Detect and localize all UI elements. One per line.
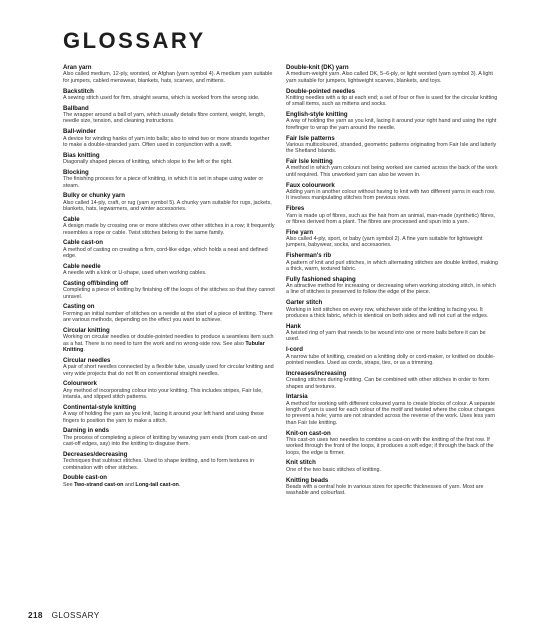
glossary-entry: [63, 64, 275, 84]
glossary-term: Cable cast-on: [63, 239, 103, 247]
glossary-definition: [63, 334, 275, 353]
glossary-definition: [286, 467, 498, 473]
glossary-term: Knit stitch: [286, 459, 316, 467]
glossary-definition: [63, 223, 275, 236]
glossary-term: Fisherman's rib: [286, 252, 332, 260]
definition-text: A medium-weight yarn. Also called DK, 5–6-ply, or light worsted (yarn symbol 3). A light yarn suitable for jumpers, lightweight scarves, blankets, and toys.: [286, 71, 493, 84]
glossary-term: Increases/increasing: [286, 369, 347, 377]
definition-text: A way of holding the yarn as you knit, lacing it around your right hand and using the right forefinger to wrap the yarn around the needle.: [286, 118, 497, 131]
glossary-definition: [286, 118, 498, 131]
glossary-definition: [63, 411, 275, 424]
definition-text: Techniques that subtract stitches. Used to shape knitting, and to form textures in combination with other stitches.: [63, 458, 255, 471]
definition-text: .: [83, 347, 85, 354]
glossary-definition: [286, 330, 498, 343]
definition-text: Completing a piece of knitting by finishing off the loops of the stitches so that they cannot unravel.: [63, 287, 275, 300]
glossary-term: Knitting beads: [286, 476, 329, 484]
glossary-term: Casting on: [63, 303, 95, 311]
glossary-term: Ballband: [63, 104, 89, 112]
definition-text: One of the two basic stitches of knitting.: [286, 466, 381, 473]
glossary-definition: [286, 307, 498, 320]
glossary-entry: [63, 216, 275, 236]
glossary-definition: [286, 236, 498, 249]
glossary-entry: [63, 88, 275, 102]
glossary-term: Cable: [63, 215, 80, 223]
glossary-definition: [286, 260, 498, 273]
definition-text: A pair of short needles connected by a flexible tube, usually used for circular knitting and very wide projects that do not fit on conventional straight needles.: [63, 364, 274, 377]
definition-text: This cast-on uses two needles to combine a cast-on with the knitting of the first row. If worked through the front of the loops, it produces a soft edge; if through the back of the loops, the edge is firmer.: [286, 436, 494, 456]
glossary-column-right: [286, 64, 498, 500]
glossary-term: Circular knitting: [63, 326, 110, 334]
glossary-entry: [286, 393, 498, 426]
glossary-entry: [63, 451, 275, 471]
glossary-definition: [286, 283, 498, 296]
cross-reference: Long-tail cast-on: [135, 481, 179, 488]
glossary-term: Fully fashioned shaping: [286, 275, 356, 283]
glossary-term: Fair Isle knitting: [286, 158, 333, 166]
glossary-definition: [286, 437, 498, 456]
glossary-entry: [286, 252, 498, 272]
glossary-entry: [286, 370, 498, 390]
glossary-entry: [286, 111, 498, 131]
glossary-entry: [63, 169, 275, 189]
glossary-definition: [63, 458, 275, 471]
glossary-entry: [63, 357, 275, 377]
glossary-term: I-cord: [286, 346, 303, 354]
glossary-entry: [286, 276, 498, 296]
definition-text: and: [123, 481, 136, 488]
glossary-term: Fair Isle patterns: [286, 134, 335, 142]
glossary-term: Casting off/binding off: [63, 279, 128, 287]
glossary-term: Continental-style knitting: [63, 403, 137, 411]
glossary-entry: [63, 474, 275, 488]
definition-text: A method in which yarn colours not being worked are carried across the back of the work until required. This unworked yarn can also be woven in.: [286, 165, 498, 178]
definition-text: A way of holding the yarn as you knit, lacing it around your left hand and using these fingers to position the yarn to make a stitch.: [63, 411, 264, 424]
glossary-entry: [63, 192, 275, 212]
glossary-term: Cable needle: [63, 262, 101, 270]
definition-text: Also called 4-ply, sport, or baby (yarn symbol 2). A fine yarn suitable for lightweight jumpers, babywear, socks, and accessories.: [286, 236, 483, 249]
definition-text: An attractive method for increasing or decreasing when working stocking stitch, in which a line of stitches is preserved to follow the edge of the piece.: [286, 283, 496, 296]
glossary-entry: [286, 158, 498, 178]
glossary-definition: [286, 213, 498, 226]
definition-text: A twisted ring of yarn that needs to be wound into one or more balls before it can be used.: [286, 330, 486, 343]
glossary-entry: [286, 477, 498, 497]
definition-text: Various multicoloured, stranded, geometric patterns originating from Fair Isle and latterly the Shetland Islands.: [286, 141, 497, 155]
glossary-entry: [286, 299, 498, 319]
definition-text: A narrow tube of knitting, created on a knitting dolly or cord-maker, or knitted on double-pointed needles. Used as cords, straps, ties, or as a trimming.: [286, 353, 495, 366]
glossary-definition: [63, 388, 275, 401]
glossary-term: Backstitch: [63, 87, 94, 95]
glossary-definition: [286, 189, 498, 202]
glossary-definition: [286, 142, 498, 155]
glossary-entry: [286, 323, 498, 343]
glossary-term: Fibres: [286, 205, 305, 213]
glossary-definition: [63, 311, 275, 324]
glossary-entry: [286, 346, 498, 366]
glossary-definition: [63, 136, 275, 149]
glossary-term: Darning in ends: [63, 427, 110, 435]
glossary-column-left: [63, 64, 275, 492]
glossary-entry: [63, 327, 275, 354]
glossary-entry: [63, 239, 275, 259]
definition-text: A device for winding hanks of yarn into balls; also to wind two or more strands together to make a double-stranded yarn. Often used in conjunction with a swift.: [63, 135, 270, 148]
definition-text: .: [178, 481, 181, 488]
glossary-term: Faux colourwork: [286, 181, 335, 189]
glossary-definition: [286, 165, 498, 178]
glossary-entry: [286, 205, 498, 225]
definition-text: A needle with a kink or U-shape, used when working cables.: [63, 270, 207, 277]
definition-text: The finishing process for a piece of knitting, in which it is set in shape using water or steam.: [63, 176, 264, 189]
glossary-definition: [63, 176, 275, 189]
cross-reference: Two-strand cast-on: [74, 481, 124, 488]
glossary-entry: [286, 229, 498, 249]
glossary-term: Blocking: [63, 168, 89, 176]
glossary-definition: [63, 364, 275, 377]
glossary-term: Decreases/decreasing: [63, 450, 128, 458]
glossary-definition: [286, 71, 498, 84]
definition-text: A method for working with different coloured yarns to create blocks of colour. A separate length of yarn is used for each colour of the motif and twisted where the colour changes to prevent a hole; yarns are not stranded across the reverse of the work. Uses less yarn than Fair Isle knitting.: [286, 400, 496, 426]
page-title: GLOSSARY: [63, 28, 206, 53]
glossary-term: Intarsia: [286, 393, 308, 401]
glossary-term: Fine yarn: [286, 228, 314, 236]
glossary-term: Colourwork: [63, 380, 97, 388]
glossary-entry: [63, 105, 275, 125]
glossary-entry: [286, 64, 498, 84]
definition-text: The process of completing a piece of knitting by weaving yarn ends (from cast-on and cast-off edges, say) into the knitting to disguise them.: [63, 434, 268, 448]
glossary-definition: [286, 401, 498, 427]
glossary-entry: [63, 152, 275, 166]
glossary-definition: [63, 200, 275, 213]
glossary-term: Double cast-on: [63, 474, 108, 482]
definition-text: Working in knit stitches on every row, whichever side of the knitting is facing you. It produces a thick fabric, which is identical on both sides and will not curl at the edges.: [286, 306, 489, 319]
glossary-term: Bias knitting: [63, 151, 100, 159]
glossary-definition: [286, 95, 498, 108]
definition-text: Beads with a central hole in various sizes for specific thicknesses of yarn. Most are washable and colourfast.: [286, 483, 484, 497]
glossary-entry: [63, 380, 275, 400]
glossary-entry: [63, 303, 275, 323]
glossary-definition: [63, 435, 275, 448]
definition-text: Yarn is made up of fibres, such as the hair from an animal, man-made (synthetic) fibres, or fibres derived from a plant. The fibres are processed and spun into a yarn.: [286, 212, 496, 225]
glossary-entry: [286, 182, 498, 202]
glossary-entry: [63, 128, 275, 148]
glossary-entry: [286, 88, 498, 108]
page-footer: [28, 611, 100, 620]
glossary-definition: [63, 159, 275, 165]
glossary-definition: [63, 287, 275, 300]
definition-text: Diagonally shaped pieces of knitting, which slope to the left or the right.: [63, 159, 233, 166]
footer-label: GLOSSARY: [51, 611, 100, 620]
glossary-term: English-style knitting: [286, 111, 348, 119]
glossary-entry: [286, 459, 498, 473]
glossary-definition: [286, 354, 498, 367]
glossary-term: Double-knit (DK) yarn: [286, 64, 349, 71]
glossary-definition: [63, 71, 275, 84]
glossary-definition: [63, 95, 275, 101]
glossary-definition: [63, 482, 275, 488]
definition-text: See: [63, 481, 75, 488]
glossary-term: Garter stitch: [286, 299, 323, 307]
glossary-definition: [63, 112, 275, 125]
definition-text: Knitting needles with a tip at each end; a set of four or five is used for the circular knitting of small items, such as mittens and socks.: [286, 94, 498, 108]
glossary-term: Double-pointed needles: [286, 87, 356, 95]
definition-text: Working on circular needles or double-pointed needles to produce a seamless item such as a hat. There is no need to turn the work and no wrong-side row. See also: [63, 334, 274, 347]
page-number: 218: [28, 611, 43, 620]
glossary-entry: [63, 404, 275, 424]
glossary-definition: [63, 247, 275, 260]
glossary-definition: [286, 377, 498, 390]
glossary-entry: [63, 263, 275, 277]
definition-text: A design made by crossing one or more stitches over other stitches in a row; it frequently resembles a rope or cable. Twist stitches belong to the same family.: [63, 223, 275, 236]
glossary-term: Bulky or chunky yarn: [63, 192, 125, 200]
definition-text: A method of casting on creating a firm, cord-like edge, which holds a neat and defined edge.: [63, 246, 268, 260]
definition-text: Also called medium, 12-ply, worsted, or Afghan (yarn symbol 4). A medium yarn suitable for jumpers, cabled menswear, blankets, hats, scarves, and mittens.: [63, 71, 273, 84]
definition-text: Creating stitches during knitting. Can be combined with other stitches in order to form shapes and textures.: [286, 377, 490, 390]
definition-text: Adding yarn in another colour without having to knit with two different yarns in each row. It involves manipulating stitches from previous rows.: [286, 188, 496, 202]
glossary-definition: [63, 270, 275, 276]
definition-text: Forming an initial number of stitches on a needle at the start of a piece of knitting. There are various methods, depending on the effect you want to achieve.: [63, 310, 273, 324]
glossary-term: Ball-winder: [63, 128, 96, 136]
glossary-definition: [286, 484, 498, 497]
glossary-entry: [63, 427, 275, 447]
definition-text: Any method of incorporating colour into your knitting. This includes stripes, Fair Isle, intarsia, and slipped stitch patterns.: [63, 387, 263, 401]
glossary-term: Knit-on cast-on: [286, 429, 331, 437]
definition-text: Also called 14-ply, craft, or rug (yarn symbol 5). A chunky yarn suitable for rugs, jackets, blankets, hats, legwarmers, and winter accessories.: [63, 199, 272, 213]
glossary-term: Aran yarn: [63, 64, 92, 71]
definition-text: A pattern of knit and purl stitches, in which alternating stitches are double knitted, making a thick, warm, textured fabric.: [286, 259, 498, 272]
glossary-entry: [286, 135, 498, 155]
glossary-term: Circular needles: [63, 356, 111, 364]
cross-reference: Tubular Knitting: [63, 340, 265, 354]
glossary-entry: [286, 430, 498, 457]
definition-text: A sewing stitch used for firm, straight seams, which is worked from the wrong side.: [63, 94, 260, 101]
glossary-entry: [63, 280, 275, 300]
definition-text: The wrapper around a ball of yarn, which usually details fibre content, weight, length, needle size, tension, and cleaning instructions.: [63, 112, 265, 125]
glossary-term: Hank: [286, 322, 301, 330]
